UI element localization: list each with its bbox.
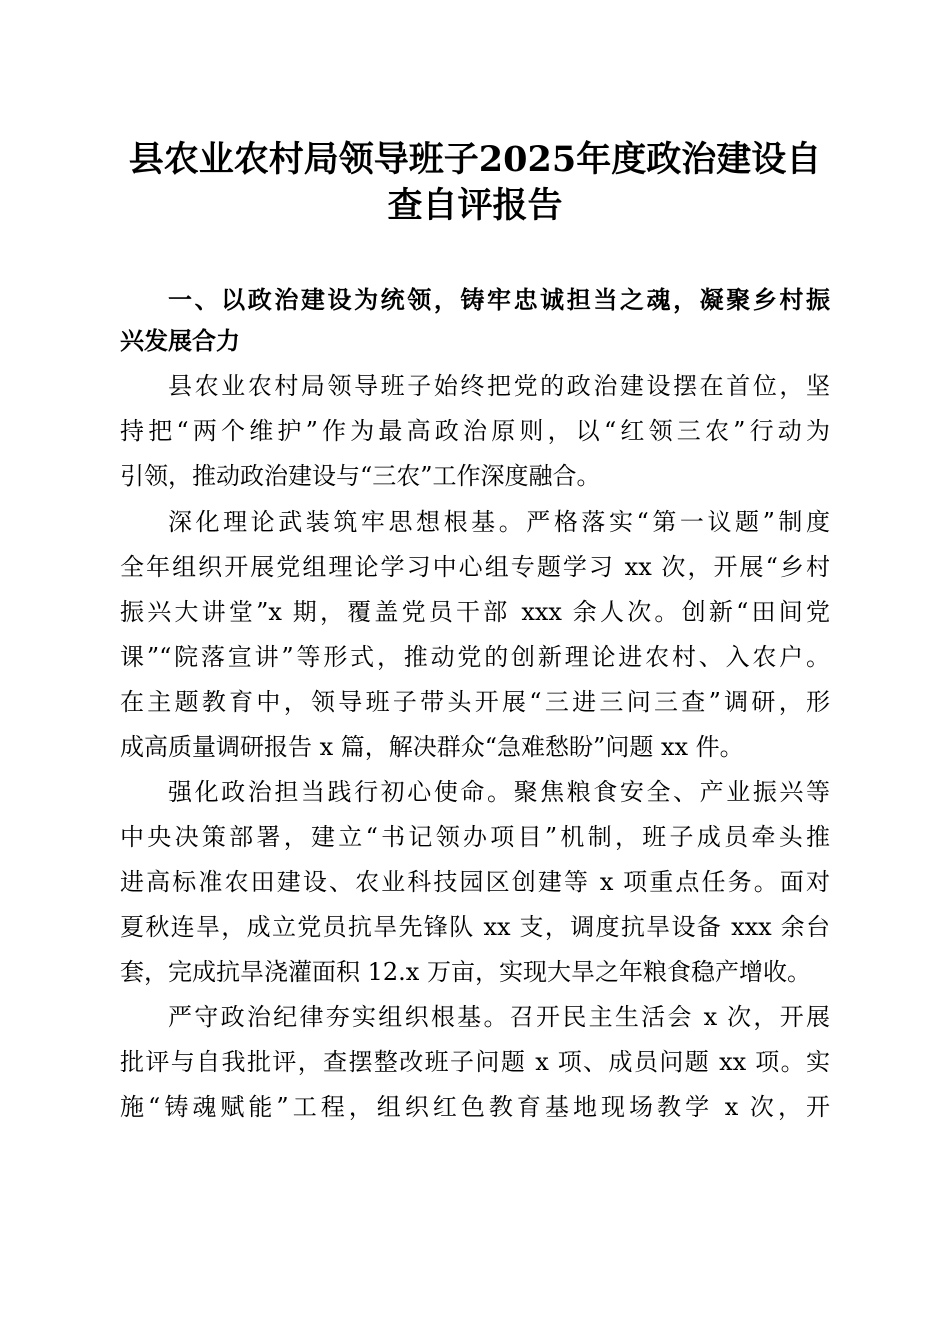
paragraph-3-line-3: 进高标准农田建设、农业科技园区创建等 x 项重点任务。面对 (120, 868, 830, 896)
paragraph-3-line-2: 中央决策部署，建立“书记领办项目”机制，班子成员牵头推 (120, 823, 830, 851)
paragraph-2-line-6: 成高质量调研报告 x 篇，解决群众“急难愁盼”问题 xx 件。 (120, 733, 744, 761)
paragraph-3-line-1: 强化政治担当践行初心使命。聚焦粮食安全、产业振兴等 (168, 778, 830, 806)
section-heading-line-1: 一、以政治建设为统领，铸牢忠诚担当之魂，凝聚乡村振 (168, 286, 830, 314)
paragraph-2-line-1: 深化理论武装筑牢思想根基。严格落实“第一议题”制度 (168, 508, 830, 536)
paragraph-4-line-2: 批评与自我批评，查摆整改班子问题 x 项、成员问题 xx 项。实 (120, 1048, 830, 1076)
paragraph-2-line-3: 振兴大讲堂”x 期，覆盖党员干部 xxx 余人次。创新“田间党 (120, 598, 830, 626)
paragraph-2-line-2: 全年组织开展党组理论学习中心组专题学习 xx 次，开展“乡村 (120, 553, 830, 581)
section-heading-line-2: 兴发展合力 (120, 327, 240, 355)
paragraph-1-line-3: 引领，推动政治建设与“三农”工作深度融合。 (120, 462, 601, 490)
paragraph-1-line-2: 持把“两个维护”作为最高政治原则，以“红领三农”行动为 (120, 417, 830, 445)
paragraph-3-line-5: 套，完成抗旱浇灌面积 12.x 万亩，实现大旱之年粮食稳产增收。 (120, 958, 811, 986)
paragraph-2-line-4: 课”“院落宣讲”等形式，推动党的创新理论进农村、入农户。 (120, 643, 830, 671)
paragraph-4-line-3: 施“铸魂赋能”工程，组织红色教育基地现场教学 x 次，开 (120, 1093, 830, 1121)
paragraph-1-line-1: 县农业农村局领导班子始终把党的政治建设摆在首位，坚 (168, 372, 830, 400)
document-title-line-1: 县农业农村局领导班子2025年度政治建设自 (128, 139, 822, 180)
paragraph-4-line-1: 严守政治纪律夯实组织根基。召开民主生活会 x 次，开展 (168, 1003, 830, 1031)
document-title-line-2: 查自评报告 (387, 185, 563, 226)
paragraph-3-line-4: 夏秋连旱，成立党员抗旱先锋队 xx 支，调度抗旱设备 xxx 余台 (120, 913, 830, 941)
paragraph-2-line-5: 在主题教育中，领导班子带头开展“三进三问三查”调研，形 (120, 688, 830, 716)
